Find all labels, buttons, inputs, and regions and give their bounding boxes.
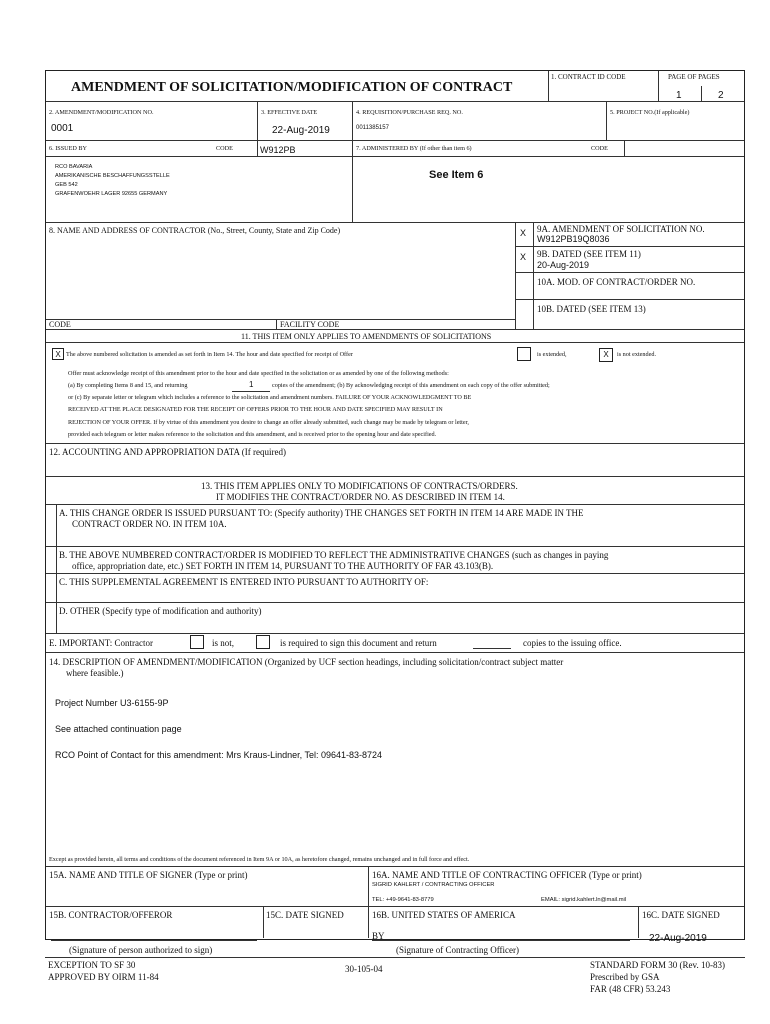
approved-text: APPROVED BY OIRM 11-84 bbox=[48, 972, 159, 982]
amendment-solicitation-value: W912PB19Q8036 bbox=[537, 234, 610, 244]
dated-9b-value: 20-Aug-2019 bbox=[537, 260, 590, 270]
amendment-no-label: 2. AMENDMENT/MODIFICATION NO. bbox=[49, 109, 154, 116]
contract-id-label: 1. CONTRACT ID CODE bbox=[551, 73, 626, 81]
page-of-pages-label: PAGE OF PAGES bbox=[668, 73, 720, 81]
description-label: where feasible.) bbox=[66, 668, 124, 678]
not-extended-text: is not extended. bbox=[617, 351, 657, 358]
accounting-data-label: 12. ACCOUNTING AND APPROPRIATION DATA (If required) bbox=[49, 447, 287, 457]
issued-by-label: 6. ISSUED BY bbox=[49, 145, 87, 152]
not-extended-checkbox[interactable]: X bbox=[599, 348, 613, 362]
form-title: AMENDMENT OF SOLICITATION/MODIFICATION OF CONTRACT bbox=[71, 80, 513, 95]
amendment-form bbox=[45, 70, 745, 944]
is-required-text: is required to sign this document and return bbox=[280, 638, 437, 648]
footer-left bbox=[48, 959, 159, 983]
contracting-officer-name: SIGRID KAHLERT / CONTRACTING OFFICER bbox=[372, 882, 495, 888]
copies-count-field[interactable] bbox=[473, 648, 511, 649]
extended-checkbox[interactable] bbox=[517, 347, 531, 361]
mod-contract-label: 10A. MOD. OF CONTRACT/ORDER NO. bbox=[537, 277, 696, 287]
project-no-label: 5. PROJECT NO.(If applicable) bbox=[610, 109, 690, 116]
far-text: FAR (48 CFR) 53.243 bbox=[590, 984, 671, 994]
item11-para: or (c) By separate letter or telegram which includes a reference to the solicitation and amendment numbers. FAILURE OF YOUR ACKNOWLEDGMENT TO BE bbox=[68, 394, 472, 401]
facility-code-label: FACILITY CODE bbox=[280, 320, 340, 329]
description-line: RCO Point of Contact for this amendment: Mrs Kraus-Lindner, Tel: 09641-83-8724 bbox=[55, 750, 383, 760]
important-label: E. IMPORTANT: Contractor bbox=[49, 638, 154, 648]
item11-para: REJECTION OF YOUR OFFER. If by virtue of this amendment you desire to change an offer already submitted, such change may be made by telegram or letter, bbox=[68, 419, 469, 426]
item13-option-b: B. THE ABOVE NUMBERED CONTRACT/ORDER IS MODIFIED TO REFLECT THE ADMINISTRATIVE CHANGES (such as changes in paying bbox=[59, 550, 609, 560]
administered-by-value: See Item 6 bbox=[429, 169, 484, 181]
is-not-checkbox[interactable] bbox=[190, 635, 204, 649]
by-label: BY bbox=[372, 931, 385, 941]
contracting-officer-label: 16A. NAME AND TITLE OF CONTRACTING OFFICER (Type or print) bbox=[372, 870, 642, 880]
is-not-text: is not, bbox=[212, 638, 235, 648]
signature-person-caption: (Signature of person authorized to sign) bbox=[69, 945, 213, 955]
contractor-signature-line[interactable] bbox=[51, 940, 257, 941]
check-9a: X bbox=[520, 228, 527, 238]
prescribed-text: Prescribed by GSA bbox=[590, 972, 660, 982]
contractor-address-label: 8. NAME AND ADDRESS OF CONTRACTOR (No., Street, County, State and Zip Code) bbox=[49, 226, 341, 235]
copies-to-office-text: copies to the issuing office. bbox=[523, 638, 622, 648]
contracting-officer-email: EMAIL: sigrid.kahlert.ln@mail.mil bbox=[541, 897, 627, 903]
contractor-code-label: CODE bbox=[49, 320, 71, 329]
extended-text: is extended, bbox=[537, 351, 567, 358]
issuer-line: RCO BAVARIA bbox=[55, 164, 93, 170]
issuer-line: GEB 542 bbox=[55, 182, 78, 188]
footer-right bbox=[590, 959, 725, 995]
administered-by-label: 7. ADMINISTERED BY (If other than item 6) bbox=[356, 145, 472, 152]
item13-option-d: D. OTHER (Specify type of modification and authority) bbox=[59, 606, 262, 616]
description-line: See attached continuation page bbox=[55, 724, 182, 734]
dated-9b-label: 9B. DATED (SEE ITEM 11) bbox=[537, 249, 641, 259]
item11-para: RECEIVED AT THE PLACE DESIGNATED FOR THE RECEIPT OF OFFERS PRIOR TO THE HOUR AND DATE SPECIFIED MAY RESULT IN bbox=[68, 406, 443, 413]
date-signed-16c-value: 22-Aug-2019 bbox=[649, 933, 707, 944]
except-provided-text: Except as provided herein, all terms and conditions of the document referenced in Item 9A or 10A, as heretofore changed, remains unchanged and in full force and effect. bbox=[49, 856, 470, 863]
item11-heading: 11. THIS ITEM ONLY APPLIES TO AMENDMENTS OF SOLICITATIONS bbox=[241, 332, 492, 341]
solicitation-amended-text: The above numbered solicitation is amended as set forth in Item 14. The hour and date specified for receipt of Offer bbox=[66, 351, 353, 358]
item11-para: Offer must acknowledge receipt of this amendment prior to the hour and date specified in the solicitation or as amended by one of the following methods: bbox=[68, 370, 449, 377]
solicitation-amended-checkbox[interactable]: X bbox=[52, 348, 64, 360]
amendment-no-value: 0001 bbox=[51, 123, 74, 134]
description-line: Project Number U3-6155-9P bbox=[55, 698, 169, 708]
issuer-address bbox=[55, 163, 255, 199]
amendment-solicitation-label: 9A. AMENDMENT OF SOLICITATION NO. bbox=[537, 224, 705, 234]
total-pages: 2 bbox=[718, 90, 724, 101]
item11-para: copies of the amendment; (b) By acknowledging receipt of this amendment on each copy of the offer submitted; bbox=[272, 382, 550, 389]
item13-heading: IT MODIFIES THE CONTRACT/ORDER NO. AS DESCRIBED IN ITEM 14. bbox=[216, 492, 505, 502]
requisition-label: 4. REQUISITION/PURCHASE REQ. NO. bbox=[356, 109, 463, 116]
page-number: 1 bbox=[676, 90, 682, 101]
contractor-offeror-label: 15B. CONTRACTOR/OFFEROR bbox=[49, 910, 173, 920]
copies-returned-value: 1 bbox=[249, 380, 254, 389]
item11-para: (a) By completing Items 8 and 15, and returning bbox=[68, 382, 188, 389]
description-label: 14. DESCRIPTION OF AMENDMENT/MODIFICATION (Organized by UCF section headings, including solicitation/contract subject matter bbox=[49, 657, 564, 667]
signature-officer-caption: (Signature of Contracting Officer) bbox=[396, 945, 520, 955]
form-number: 30-105-04 bbox=[345, 964, 383, 974]
item13-option-b: office, appropriation date, etc.) SET FORTH IN ITEM 14, PURSUANT TO THE AUTHORITY OF FAR 43.103(B). bbox=[72, 561, 494, 571]
requisition-value: 0011385157 bbox=[356, 125, 389, 131]
item13-option-a: A. THIS CHANGE ORDER IS ISSUED PURSUANT TO: (Specify authority) THE CHANGES SET FORTH IN ITEM 14 ARE MADE IN THE bbox=[59, 508, 584, 518]
is-required-checkbox[interactable] bbox=[256, 635, 270, 649]
item13-option-a: CONTRACT ORDER NO. IN ITEM 10A. bbox=[72, 519, 227, 529]
item13-option-c: C. THIS SUPPLEMENTAL AGREEMENT IS ENTERED INTO PURSUANT TO AUTHORITY OF: bbox=[59, 577, 429, 587]
check-9b: X bbox=[520, 252, 527, 262]
issuer-line: AMERIKANISCHE BESCHAFFUNGSSTELLE bbox=[55, 173, 170, 179]
contracting-officer-tel: TEL: +49-9641-83-8779 bbox=[372, 897, 434, 903]
effective-date-value: 22-Aug-2019 bbox=[272, 125, 330, 136]
dated-10b-label: 10B. DATED (SEE ITEM 13) bbox=[537, 304, 646, 314]
issued-code-label: CODE bbox=[216, 145, 233, 152]
item11-para: provided each telegram or letter makes reference to the solicitation and this amendment, and is received prior to the opening hour and date specified. bbox=[68, 431, 437, 438]
administered-code-label: CODE bbox=[591, 145, 608, 152]
date-signed-16c-label: 16C. DATE SIGNED bbox=[642, 910, 720, 920]
standard-form-text: STANDARD FORM 30 (Rev. 10-83) bbox=[590, 960, 725, 970]
item13-heading: 13. THIS ITEM APPLIES ONLY TO MODIFICATIONS OF CONTRACTS/ORDERS. bbox=[201, 481, 518, 491]
exception-text: EXCEPTION TO SF 30 bbox=[48, 960, 136, 970]
issuer-line: GRAFENWOEHR LAGER 92655 GERMANY bbox=[55, 191, 168, 197]
signer-name-label: 15A. NAME AND TITLE OF SIGNER (Type or print) bbox=[49, 870, 248, 880]
contracting-officer-signature-line[interactable] bbox=[372, 940, 630, 941]
united-states-label: 16B. UNITED STATES OF AMERICA bbox=[372, 910, 516, 920]
date-signed-15c-label: 15C. DATE SIGNED bbox=[266, 910, 344, 920]
effective-date-label: 3. EFFECTIVE DATE bbox=[261, 109, 318, 116]
issued-code-value: W912PB bbox=[260, 145, 296, 155]
